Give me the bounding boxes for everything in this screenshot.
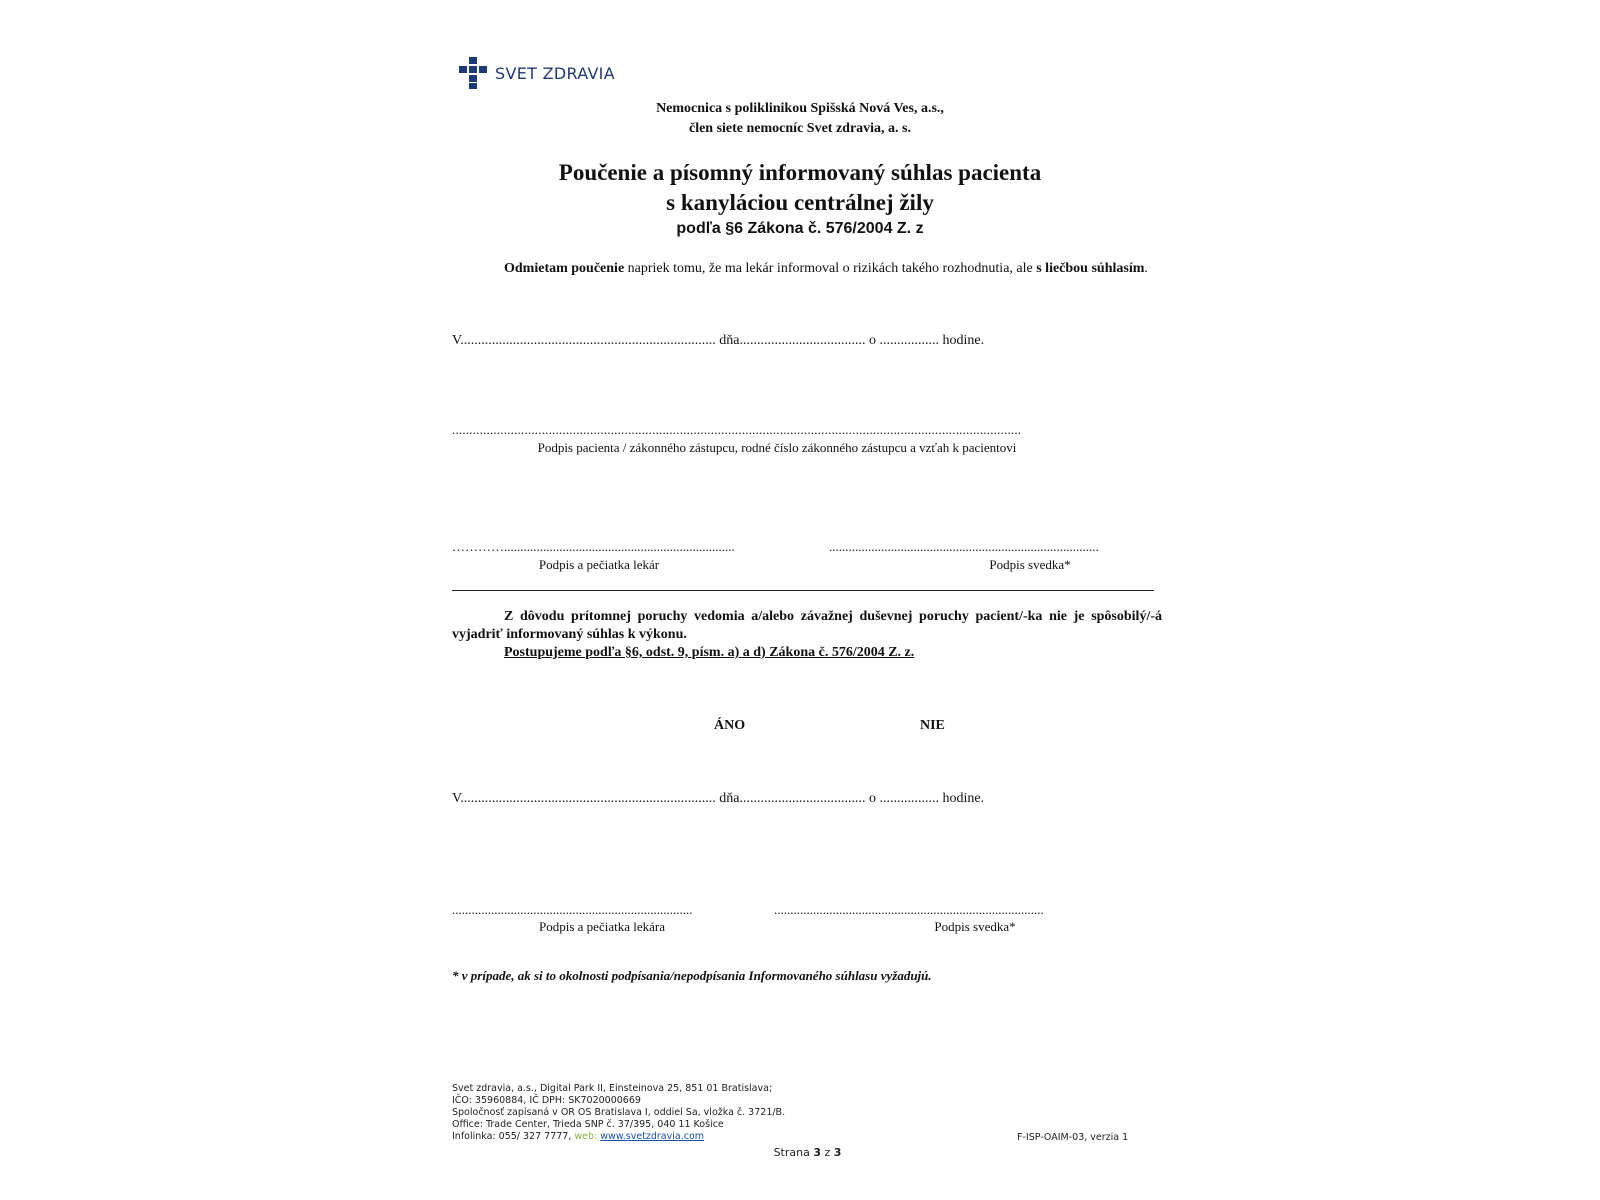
hospital-name: Nemocnica s poliklinikou Spišská Nová Ves, a.s., xyxy=(656,101,944,116)
witness-signature-label-2: Podpis svedka* xyxy=(934,919,1016,934)
procedure-text: Postupujeme podľa §6, odst. 9, písm. a) a d) Zákona č. 576/2004 Z. z. xyxy=(504,645,915,660)
footer-ids: IČO: 35960884, IČ DPH: SK7020000669 xyxy=(452,1095,641,1106)
option-no: NIE xyxy=(920,718,945,733)
refusal-bold-start: Odmietam poučenie xyxy=(504,261,625,276)
page-total: 3 xyxy=(833,1146,842,1159)
place-date-line: V......................................................................... dňa.................................... o ................. hodine. xyxy=(452,333,985,348)
refusal-paragraph xyxy=(452,260,1162,278)
legal-basis: podľa §6 Zákona č. 576/2004 Z. z xyxy=(676,220,924,237)
page-number xyxy=(0,1146,1600,1159)
page-current: 3 xyxy=(813,1146,821,1159)
patient-signature-label: Podpis pacienta / zákonného zástupcu, rodné číslo zákonného zástupcu a vzťah k pacientovi xyxy=(537,440,1017,455)
document-title: Poučenie a písomný informovaný súhlas pacienta xyxy=(558,160,1042,185)
form-code: F-ISP-OAIM-03, verzia 1 xyxy=(1017,1132,1129,1143)
footer-contact xyxy=(452,1131,785,1143)
svet-zdravia-logo xyxy=(459,57,615,89)
footer-registration: Spoločnosť zapísaná v OR OS Bratislava I, oddiel Sa, vložka č. 3721/B. xyxy=(452,1107,786,1118)
page-sep: z xyxy=(821,1146,834,1159)
footnote: * v prípade, ak si to okolnosti podpísania/nepodpísania Informovaného súhlasu vyžadujú. xyxy=(452,968,932,983)
place-date-line-2: V......................................................................... dňa.................................... o ................. hodine. xyxy=(452,791,985,806)
company-footer xyxy=(452,1083,785,1143)
option-yes: ÁNO xyxy=(714,718,746,733)
footer-infoline: Infolinka: 055/ 327 7777, xyxy=(452,1131,575,1142)
doctor-signature-label: Podpis a pečiatka lekár xyxy=(538,557,660,572)
footer-web-link[interactable]: www.svetzdravia.com xyxy=(600,1131,705,1142)
incapacity-paragraph xyxy=(452,608,1162,644)
footer-web-label: web: xyxy=(574,1131,598,1142)
doctor-signature-label-2: Podpis a pečiatka lekára xyxy=(539,919,665,934)
witness-signature-label: Podpis svedka* xyxy=(989,557,1071,572)
footer-office: Office: Trade Center, Trieda SNP č. 37/395, 040 11 Košice xyxy=(452,1119,724,1130)
footer-address: Svet zdravia, a.s., Digital Park II, Einsteinova 25, 851 01 Bratislava; xyxy=(452,1083,773,1094)
logo-text: SVET ZDRAVIA xyxy=(495,63,615,83)
section-divider xyxy=(452,590,1154,591)
doctor-signature-line-2: .......................................................................... xyxy=(452,902,693,917)
page-prefix: Strana xyxy=(773,1146,814,1159)
incapacity-text: Z dôvodu prítomnej poruchy vedomia a/alebo závažnej duševnej poruchy pacient/-ka nie je spôsobilý/-á vyjadriť informovaný súhlas k výkonu. xyxy=(452,609,1162,642)
document-title-line2: s kanyláciou centrálnej žily xyxy=(666,190,934,215)
doctor-signature-line: …………....................................................................... xyxy=(452,539,735,554)
cross-logo-icon xyxy=(459,57,487,89)
refusal-bold-end: s liečbou súhlasím xyxy=(1036,261,1145,276)
refusal-text: napriek tomu, že ma lekár informoval o rizikách takého rozhodnutia, ale xyxy=(624,261,1037,276)
witness-signature-line-2: ................................................................................... xyxy=(774,902,1044,917)
patient-signature-line: ..................................................................................................................................................................... xyxy=(452,422,1022,437)
network-membership: člen siete nemocníc Svet zdravia, a. s. xyxy=(688,121,911,136)
refusal-end: . xyxy=(1144,261,1148,276)
procedure-reference xyxy=(504,645,914,661)
witness-signature-line: ................................................................................... xyxy=(829,539,1099,554)
